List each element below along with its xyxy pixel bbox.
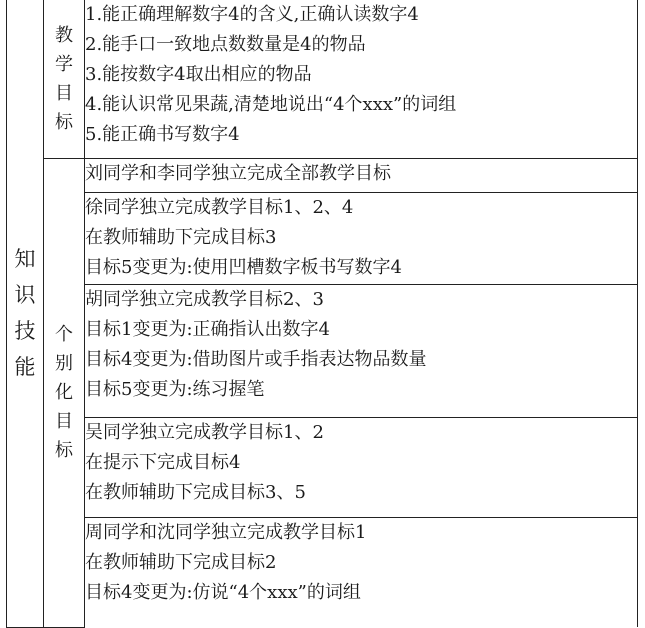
teaching-goal-item: 2.能手口一致地点数数量是4的物品 (85, 34, 366, 55)
label-char: 知 (14, 247, 36, 272)
group-line: 在教师辅助下完成目标3 (85, 226, 277, 248)
label-char: 目 (55, 82, 73, 104)
group-line: 目标5变更为:使用凹槽数字板书写数字4 (85, 256, 402, 278)
teaching-goal-item: 5.能正确书写数字4 (85, 124, 240, 145)
group-line: 目标5变更为:练习握笔 (85, 378, 265, 400)
label-char: 别 (55, 353, 73, 374)
group-line: 刘同学和李同学独立完成全部教学目标 (85, 162, 391, 184)
group-line: 目标4变更为:借助图片或手指表达物品数量 (85, 348, 427, 370)
label-char: 识 (14, 283, 36, 308)
individual-goals-label-cell (44, 158, 85, 627)
group-line: 在提示下完成目标4 (85, 451, 241, 473)
individual-group (85, 517, 638, 627)
individual-goals-label (55, 320, 73, 465)
teaching-goal-item: 4.能认识常见果蔬,清楚地说出“4个xxx”的词组 (85, 94, 457, 115)
group-line: 目标4变更为:仿说“4个xxx”的词组 (85, 581, 361, 603)
teaching-goal-item: 3.能按数字4取出相应的物品 (85, 64, 312, 85)
label-char: 化 (55, 382, 73, 403)
category-label (15, 241, 36, 385)
label-char: 学 (55, 53, 73, 75)
label-char: 标 (55, 111, 73, 133)
label-char: 技 (14, 319, 36, 344)
teaching-goal-item: 1.能正确理解数字4的含义,正确认读数字4 (85, 4, 419, 25)
group-line: 在教师辅助下完成目标2 (85, 551, 277, 573)
category-cell (7, 0, 44, 627)
group-line: 胡同学独立完成教学目标2、3 (85, 288, 324, 310)
label-char: 个 (55, 324, 73, 345)
label-char: 能 (14, 355, 36, 380)
group-line: 周同学和沈同学独立完成教学目标1 (85, 521, 367, 543)
label-char: 标 (55, 440, 73, 461)
label-char: 目 (55, 411, 73, 432)
group-line: 在教师辅助下完成目标3、5 (85, 481, 306, 503)
individual-group (85, 158, 638, 192)
teaching-goals-label-cell (44, 0, 85, 158)
individual-group (85, 192, 638, 284)
group-line: 目标1变更为:正确指认出数字4 (85, 318, 330, 340)
label-char: 教 (55, 24, 73, 46)
teaching-goals-label (55, 21, 73, 137)
individual-group (85, 417, 638, 517)
individual-group (85, 284, 638, 417)
group-line: 徐同学独立完成教学目标1、2、4 (85, 196, 354, 218)
teaching-goals-cell (85, 0, 638, 158)
goals-table (6, 0, 638, 628)
group-line: 吴同学独立完成教学目标1、2 (85, 421, 324, 443)
